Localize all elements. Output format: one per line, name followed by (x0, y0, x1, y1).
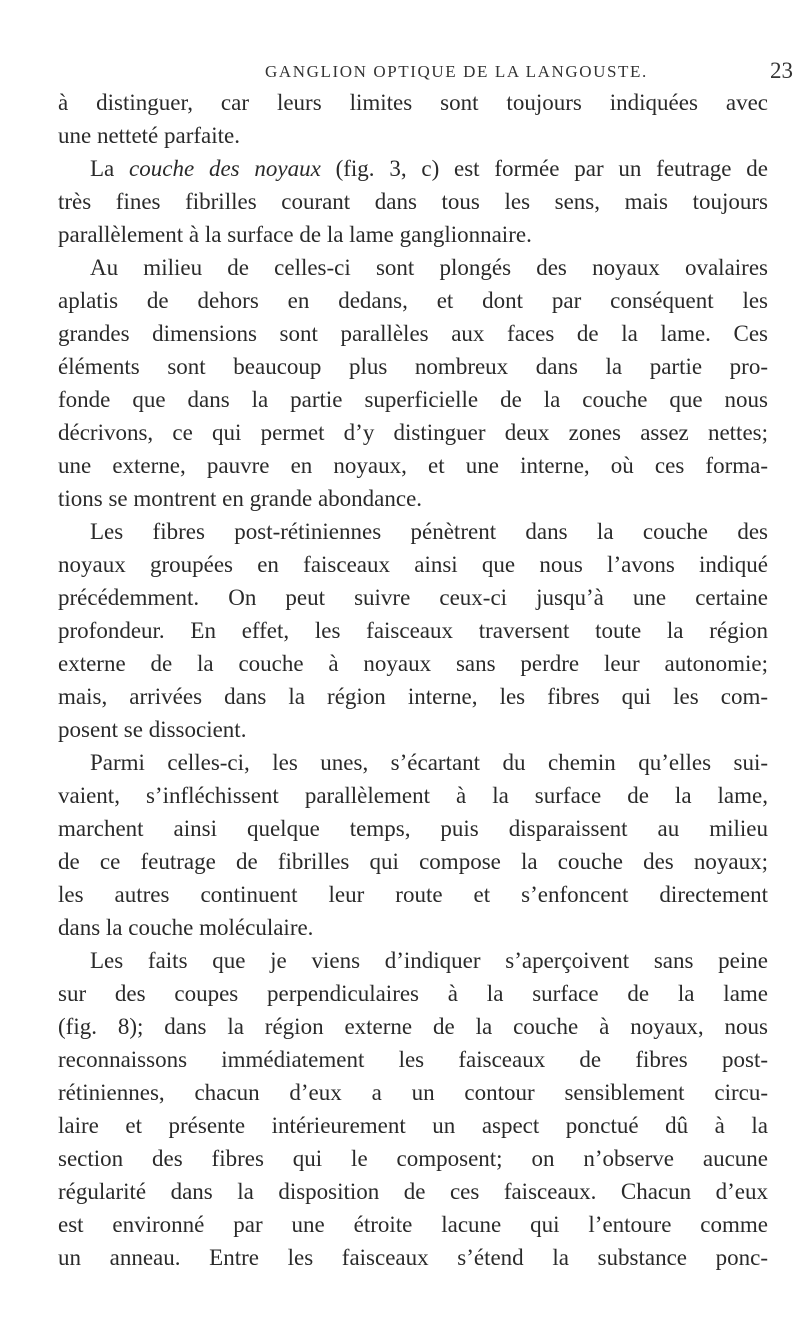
text-line: section des fibres qui le composent; on n’observe aucune (58, 1146, 768, 1171)
text-line: laire et présente intérieurement un aspect ponctué dû à la (58, 1113, 768, 1138)
text-line: décrivons, ce qui permet d’y distinguer deux zones assez nettes; (58, 420, 768, 445)
text-line: Les faits que je viens d’indiquer s’aperçoivent sans peine (90, 948, 768, 973)
text-line: est environné par une étroite lacune qui l’entoure comme (58, 1212, 768, 1237)
text-line: éléments sont beaucoup plus nombreux dans la partie pro- (58, 354, 768, 379)
text-line: marchent ainsi quelque temps, puis disparaissent au milieu (58, 816, 768, 841)
text-line: précédemment. On peut suivre ceux-ci jusqu’à une certaine (58, 585, 768, 610)
running-head (0, 60, 800, 88)
text-line: externe de la couche à noyaux sans perdre leur autonomie; (58, 651, 768, 676)
running-title: GANGLION OPTIQUE DE LA LANGOUSTE. (265, 62, 648, 81)
text-line: un anneau. Entre les faisceaux s’étend la substance ponc- (58, 1245, 768, 1270)
text-line: les autres continuent leur route et s’enfoncent directement (58, 882, 768, 907)
text-line: noyaux groupées en faisceaux ainsi que nous l’avons indiqué (58, 552, 768, 577)
text-line (58, 152, 768, 185)
text-line: grandes dimensions sont parallèles aux faces de la lame. Ces (58, 321, 768, 346)
text-line: une netteté parfaite. (58, 123, 240, 148)
text-line: à distinguer, car leurs limites sont toujours indiquées avec (58, 90, 768, 115)
text-line: de ce feutrage de fibrilles qui compose la couche des noyaux; (58, 849, 768, 874)
text-line: dans la couche moléculaire. (58, 915, 314, 940)
text-line: reconnaissons immédiatement les faisceaux de fibres post- (58, 1047, 768, 1072)
page-number: 23 (770, 58, 793, 83)
text-line: aplatis de dehors en dedans, et dont par conséquent les (58, 288, 768, 313)
text-line: sur des coupes perpendiculaires à la surface de la lame (58, 981, 768, 1006)
text-line: mais, arrivées dans la région interne, les fibres qui les com- (58, 684, 768, 709)
text-line: Les fibres post-rétiniennes pénètrent dans la couche des (90, 519, 768, 544)
text-line: rétiniennes, chacun d’eux a un contour sensiblement circu- (58, 1080, 768, 1105)
text-line: fonde que dans la partie superficielle de la couche que nous (58, 387, 768, 412)
body-text (58, 86, 768, 1274)
text-line: profondeur. En effet, les faisceaux traversent toute la région (58, 618, 768, 643)
text-line: Au milieu de celles-ci sont plongés des noyaux ovalaires (90, 255, 768, 280)
text-line: posent se dissocient. (58, 717, 247, 742)
text-run: La (90, 156, 130, 181)
text-line: régularité dans la disposition de ces faisceaux. Chacun d’eux (58, 1179, 768, 1204)
text-line: une externe, pauvre en noyaux, et une interne, où ces forma- (58, 453, 768, 478)
text-line: vaient, s’infléchissent parallèlement à la surface de la lame, (58, 783, 768, 808)
text-line: très fines fibrilles courant dans tous les sens, mais toujours (58, 189, 768, 214)
text-line: (fig. 8); dans la région externe de la couche à noyaux, nous (58, 1014, 768, 1039)
text-run: (fig. 3, c) est formée par un feutrage de (320, 156, 768, 181)
italic-term: couche des noyaux (129, 156, 321, 181)
text-line: Parmi celles-ci, les unes, s’écartant du chemin qu’elles sui- (90, 750, 768, 775)
text-line: tions se montrent en grande abondance. (58, 486, 423, 511)
text-line: parallèlement à la surface de la lame ganglionnaire. (58, 222, 532, 247)
